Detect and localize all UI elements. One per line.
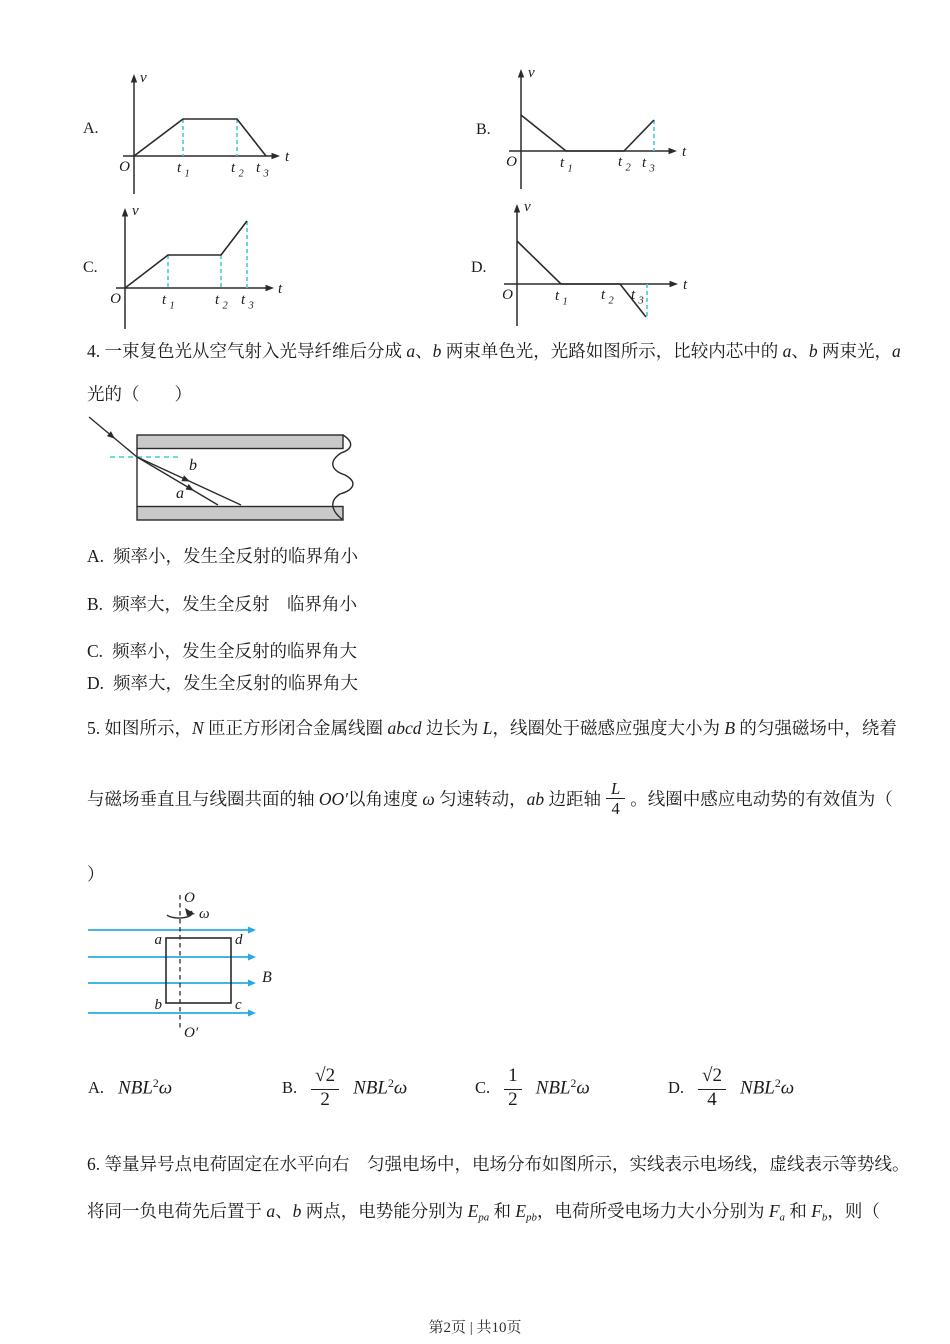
- tick-subscript: 1: [184, 168, 190, 180]
- v-axis-arrow: [514, 204, 520, 213]
- tick-label: t: [177, 160, 182, 176]
- q5-text-line1: 5. 如图所示，N 匝正方形闭合金属线圈 abcd 边长为 L，线圈处于磁感应强度大小为 B 的匀强磁场中，绕着: [87, 718, 897, 738]
- v-axis-label: v: [524, 199, 531, 215]
- tick-subscript: 3: [263, 168, 269, 180]
- v-axis-label: v: [132, 203, 139, 219]
- q6-text-line1: 6. 等量异号点电荷固定在水平向右 匀强电场中，电场分布如图所示，实线表示电场线，虚线表示等势线。: [87, 1154, 910, 1174]
- optical-fiber-diagram: [70, 412, 365, 534]
- v-axis-arrow: [518, 69, 524, 78]
- v-axis-label: v: [528, 65, 535, 81]
- q4-option-a-label: A.: [87, 546, 105, 566]
- tick-label: t: [631, 287, 636, 303]
- graph-option-label-d: D.: [471, 259, 487, 276]
- q5-option-c: [475, 1052, 590, 1124]
- field-arrow-4: [248, 1010, 256, 1017]
- v-t-curve: [134, 119, 266, 156]
- tick-subscript: 1: [562, 296, 568, 308]
- omega-label: ω: [199, 906, 210, 922]
- v-t-curve: [517, 241, 646, 317]
- q4-option-c: [87, 641, 357, 662]
- rotation-arrow: [185, 908, 195, 916]
- origin-label: O: [110, 291, 121, 307]
- t-axis-label: t: [682, 144, 687, 160]
- ray-b-label: b: [189, 457, 197, 474]
- v-axis-arrow: [131, 74, 137, 83]
- fiber-bottom-cladding: [137, 507, 343, 521]
- q6-text-line2: 将同一负电荷先后置于 a、b 两点，电势能分别为 Epa 和 Epb，电荷所受电场力大小分别为 Fa 和 Fb，则（: [87, 1201, 880, 1224]
- q5-option-a-label: A.: [88, 1078, 105, 1097]
- q4-text-line2: 光的（ ）: [87, 384, 192, 404]
- q4-option-d-label: D.: [87, 673, 105, 693]
- tick-label: t: [642, 155, 647, 171]
- field-arrow-3: [248, 980, 256, 987]
- vt-graph-a: [110, 68, 295, 200]
- t-axis-label: t: [683, 277, 688, 293]
- q5-option-a-formula: NBL$^2$ω: [118, 1076, 173, 1099]
- graph-option-label-b: B.: [476, 121, 491, 138]
- tick-label: t: [256, 160, 261, 176]
- vt-graph-b: [497, 63, 692, 200]
- q5-option-c-label: C.: [475, 1078, 491, 1097]
- fiber-top-cladding: [137, 435, 343, 449]
- tick-subscript: 2: [625, 162, 631, 174]
- q4-option-d-text: 频率大，发生全反射的临界角大: [113, 673, 359, 693]
- tick-label: t: [231, 160, 236, 176]
- tick-label: t: [555, 288, 560, 304]
- q5-option-a: [88, 1052, 172, 1124]
- q5-option-d: [668, 1052, 794, 1124]
- fraction-numerator: 1: [504, 1066, 522, 1090]
- v-axis-label: v: [140, 70, 147, 86]
- tick-subscript: 3: [248, 300, 254, 312]
- vt-graph-d: [488, 198, 695, 338]
- corner-b-label: b: [154, 997, 162, 1013]
- axis-bottom-label: O′: [184, 1025, 199, 1041]
- axis-top-label: O: [184, 890, 195, 906]
- q5-option-b: [282, 1052, 407, 1124]
- field-arrow-2: [248, 954, 256, 961]
- q5-option-c-formula: NBL$^2$ω: [535, 1076, 590, 1099]
- q4-option-d: [87, 673, 358, 694]
- tick-label: t: [241, 292, 246, 308]
- origin-label: O: [506, 154, 517, 170]
- graph-option-label-a: A.: [83, 120, 99, 137]
- tick-subscript: 1: [567, 163, 573, 175]
- q5-option-b-fraction: [311, 1066, 339, 1110]
- q4-option-c-text: 频率小，发生全反射的临界角大: [112, 641, 358, 661]
- tick-label: t: [618, 154, 623, 170]
- corner-d-label: d: [235, 932, 243, 948]
- tick-label: t: [162, 292, 167, 308]
- tick-subscript: 3: [649, 163, 655, 175]
- vt-graph-c: [108, 203, 293, 335]
- tick-subscript: 1: [169, 300, 175, 312]
- tick-subscript: 2: [222, 300, 228, 312]
- fraction-denominator: 2: [320, 1088, 330, 1110]
- field-arrow-1: [248, 927, 256, 934]
- origin-label: O: [119, 159, 130, 175]
- coil-square: [166, 938, 231, 1003]
- v-t-curve: [125, 221, 247, 288]
- corner-c-label: c: [235, 997, 242, 1013]
- origin-label: O: [502, 287, 513, 303]
- q5-option-d-fraction: [698, 1066, 726, 1110]
- q5-option-b-label: B.: [282, 1078, 298, 1097]
- tick-label: t: [215, 292, 220, 308]
- q5-option-b-formula: NBL$^2$ω: [353, 1076, 408, 1099]
- page-footer: 第2页 | 共10页: [428, 1320, 522, 1336]
- field-b-label: B: [262, 969, 272, 986]
- q5-text-line3: ）: [87, 864, 105, 884]
- q5-text-line2: 与磁场垂直且与线圈共面的轴 OO′以角速度 ω 匀速转动，ab 边距轴 $\frac{L}{4}$ 。线圈中感应电动势的有效值为（: [87, 779, 893, 819]
- t-axis-arrow: [266, 285, 275, 291]
- q4-text-line1: 4. 一束复色光从空气射入光导纤维后分成 a、b 两束单色光，光路如图所示，比较内芯中的 a、b 两束光，a: [87, 341, 901, 361]
- t-axis-arrow: [272, 153, 281, 159]
- q4-option-b-label: B.: [87, 594, 104, 614]
- tick-subscript: 2: [608, 295, 614, 307]
- graph-option-label-c: C.: [83, 259, 98, 276]
- rotating-coil-diagram: [70, 885, 295, 1050]
- tick-label: t: [560, 155, 565, 171]
- corner-a-label: a: [154, 932, 162, 948]
- q4-option-a: [87, 546, 358, 567]
- q5-option-d-label: D.: [668, 1078, 685, 1097]
- fraction-denominator: 4: [707, 1088, 717, 1110]
- q4-option-b-text: 频率大，发生全反射 临界角小: [112, 594, 358, 614]
- tick-subscript: 2: [238, 168, 244, 180]
- fraction-numerator: √2: [311, 1066, 339, 1090]
- v-t-curve: [521, 115, 654, 151]
- ray-a-arrow: [186, 484, 195, 491]
- q4-option-b: [87, 594, 357, 615]
- q4-option-a-text: 频率小，发生全反射的临界角小: [113, 546, 359, 566]
- t-axis-arrow: [670, 281, 679, 287]
- t-axis-arrow: [669, 148, 678, 154]
- v-axis-arrow: [122, 208, 128, 217]
- tick-subscript: 3: [638, 295, 644, 307]
- fraction-denominator: 2: [508, 1088, 518, 1110]
- q4-option-c-label: C.: [87, 641, 104, 661]
- t-axis-label: t: [278, 281, 283, 297]
- t-axis-label: t: [285, 149, 290, 165]
- q5-option-d-formula: NBL$^2$ω: [739, 1076, 795, 1099]
- tick-label: t: [601, 287, 606, 303]
- ray-a-label: a: [176, 485, 184, 502]
- fraction-numerator: √2: [698, 1066, 726, 1090]
- q5-option-c-fraction: [504, 1066, 522, 1110]
- ray-b-arrow: [181, 475, 190, 481]
